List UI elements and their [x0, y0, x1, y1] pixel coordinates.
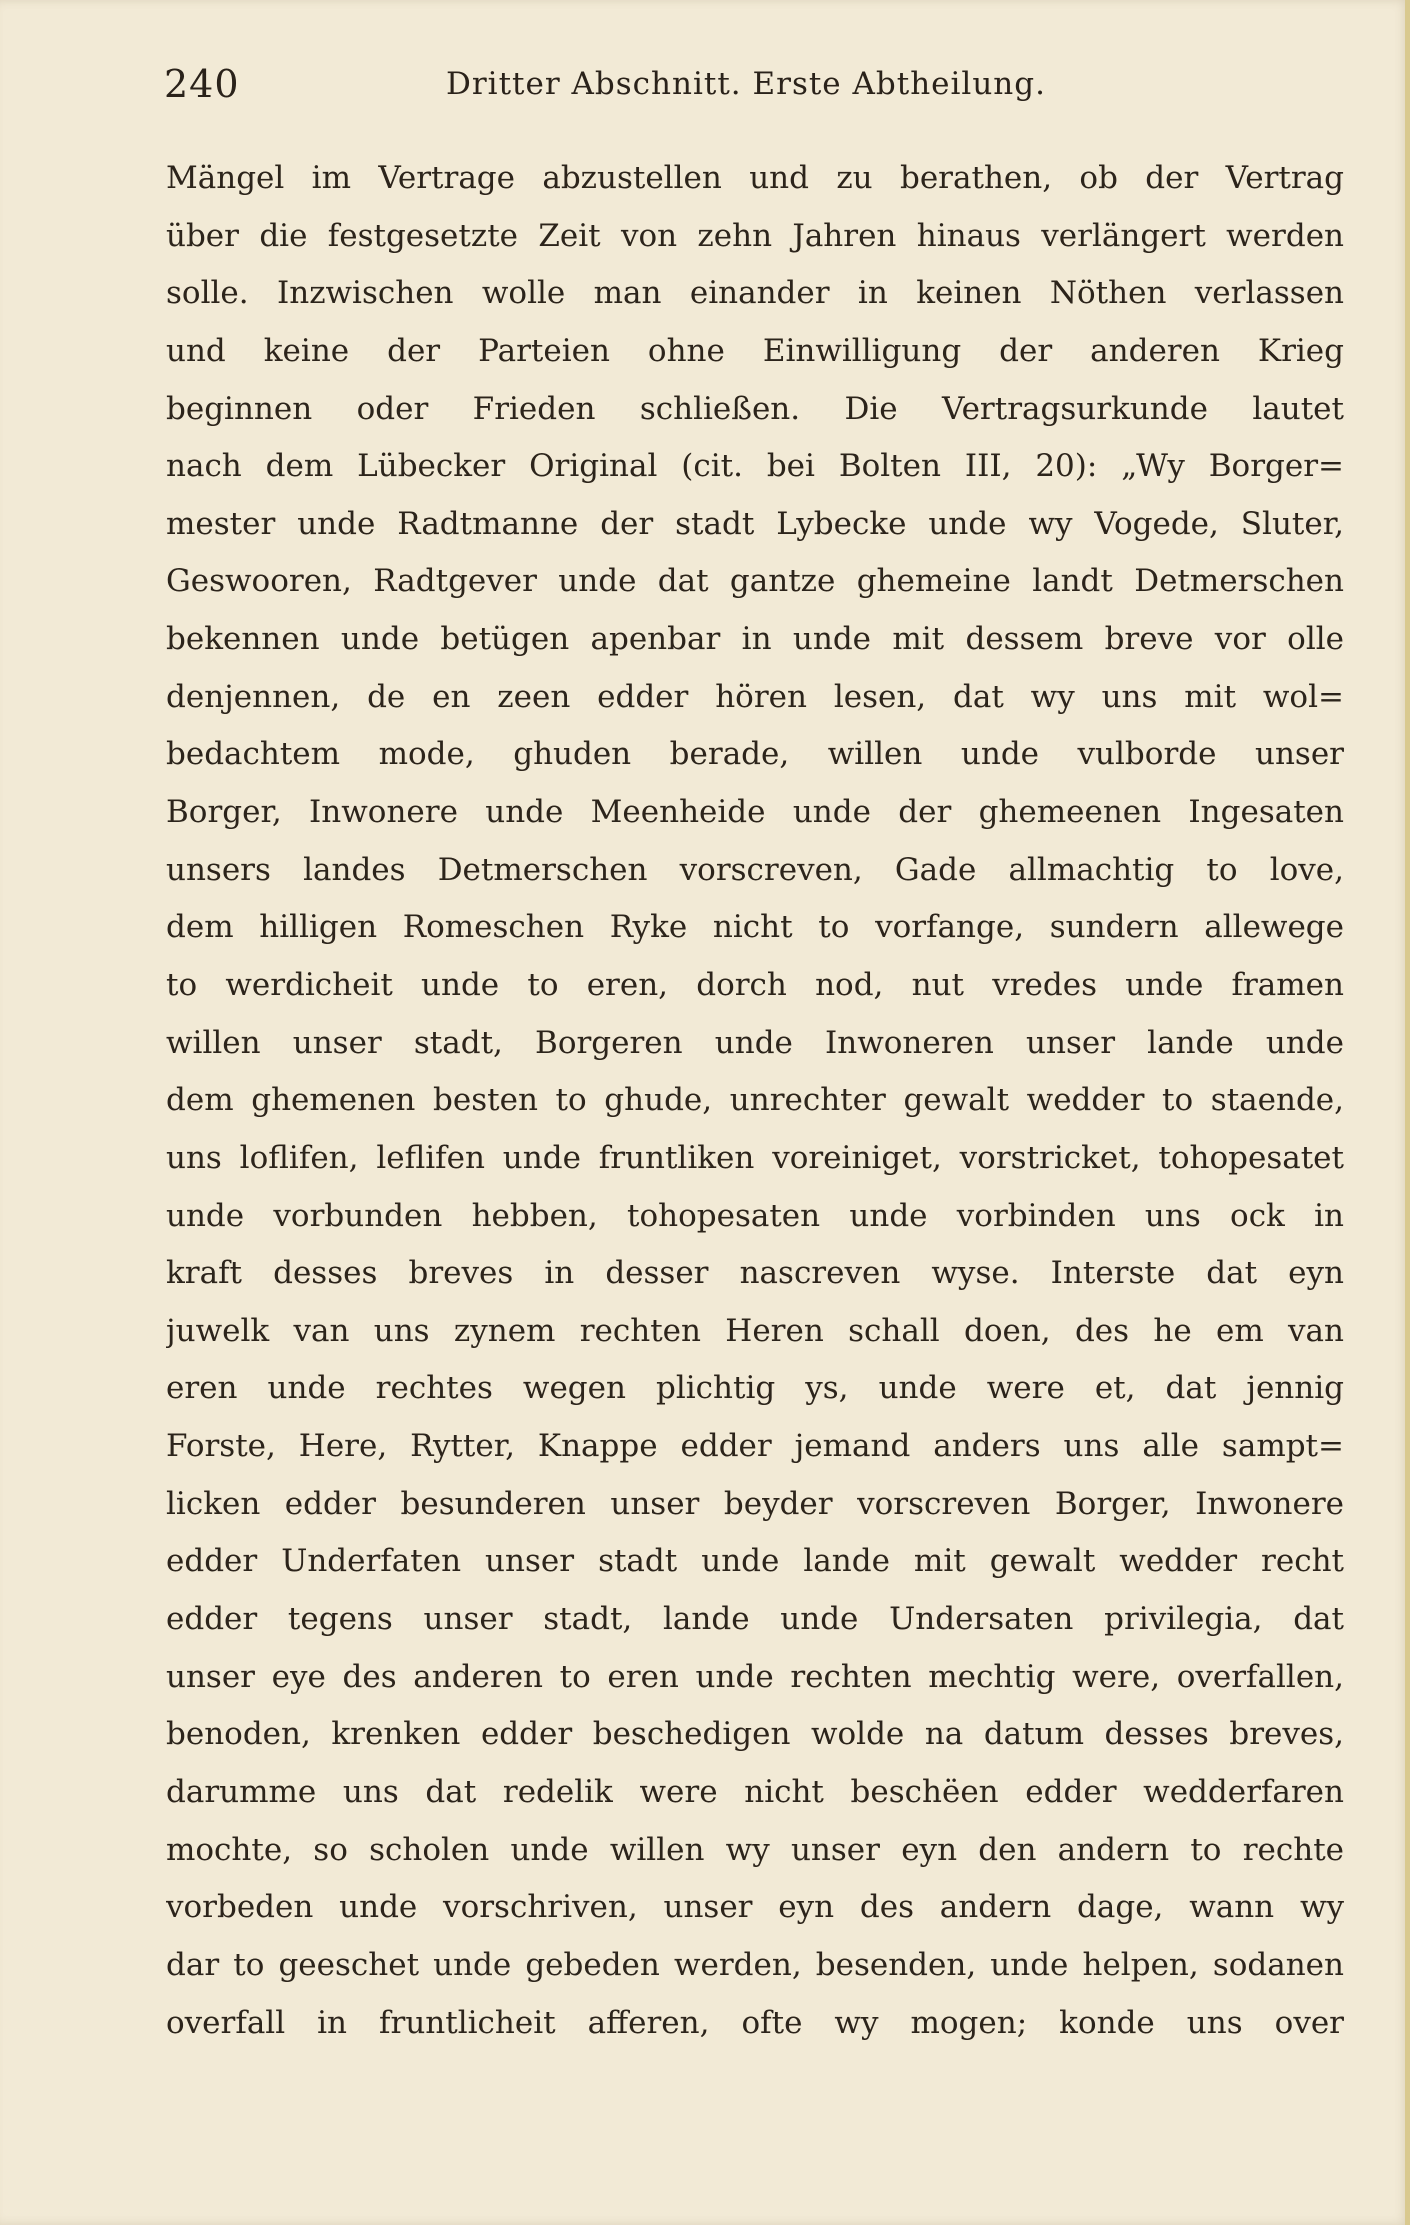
text-line: unde vorbunden hebben, tohopesaten unde vorbinden uns ock in [166, 1197, 1344, 1234]
text-line: licken edder besunderen unser beyder vorscreven Borger, Inwonere [166, 1485, 1344, 1522]
text-line: darumme uns dat redelik were nicht beschëen edder wedderfaren [166, 1773, 1344, 1810]
text-line: juwelk van uns zynem rechten Heren schall doen, des he em van [166, 1312, 1344, 1349]
text-line: solle. Inzwischen wolle man einander in keinen Nöthen verlassen [166, 275, 1344, 312]
text-line: Borger, Inwonere unde Meenheide unde der ghemeenen Ingesaten [166, 794, 1344, 831]
text-line: nach dem Lübecker Original (cit. bei Bolten III, 20): „Wy Borger= [166, 448, 1344, 485]
text-line: bedachtem mode, ghuden berade, willen unde vulborde unser [166, 736, 1344, 773]
text-line: unser eye des anderen to eren unde rechten mechtig were, overfallen, [166, 1658, 1344, 1695]
page-number: 240 [164, 62, 240, 106]
text-line: mochte, so scholen unde willen wy unser eyn den andern to rechte [166, 1831, 1344, 1868]
text-line: bekennen unde betügen apenbar in unde mit dessem breve vor olle [166, 621, 1344, 658]
text-line: über die festgesetzte Zeit von zehn Jahren hinaus verlängert werden [166, 217, 1344, 254]
text-line: willen unser stadt, Borgeren unde Inwoneren unser lande unde [166, 1024, 1344, 1061]
page-edge [1405, 0, 1410, 2225]
text-line: overfall in fruntlicheit afferen, ofte wy mogen; konde uns over [166, 2004, 1344, 2041]
text-line: mester unde Radtmanne der stadt Lybecke unde wy Vogede, Sluter, [166, 505, 1344, 542]
text-line: benoden, krenken edder beschedigen wolde na datum desses breves, [166, 1716, 1344, 1753]
body-text [166, 150, 1344, 2052]
text-line: unsers landes Detmerschen vorscreven, Gade allmachtig to love, [166, 851, 1344, 888]
text-line: eren unde rechtes wegen plichtig ys, unde were et, dat jennig [166, 1370, 1344, 1407]
text-line: uns loflifen, leflifen unde fruntliken voreiniget, vorstricket, tohopesatet [166, 1139, 1344, 1176]
text-line: beginnen oder Frieden schließen. Die Vertragsurkunde lautet [166, 390, 1344, 427]
text-line: Geswooren, Radtgever unde dat gantze ghemeine landt Detmerschen [166, 563, 1344, 600]
page-header [164, 62, 1344, 112]
text-line: denjennen, de en zeen edder hören lesen, dat wy uns mit wol= [166, 678, 1344, 715]
text-line: dar to geeschet unde gebeden werden, besenden, unde helpen, sodanen [166, 1946, 1344, 1983]
text-line: und keine der Parteien ohne Einwilligung der anderen Krieg [166, 332, 1344, 369]
text-line: dem ghemenen besten to ghude, unrechter gewalt wedder to staende, [166, 1082, 1344, 1119]
text-line: Forste, Here, Rytter, Knappe edder jemand anders uns alle sampt= [166, 1428, 1344, 1465]
text-line: Mängel im Vertrage abzustellen und zu berathen, ob der Vertrag [166, 160, 1344, 196]
running-title: Dritter Abschnitt. Erste Abtheilung. [446, 66, 1046, 102]
text-line: edder tegens unser stadt, lande unde Undersaten privilegia, dat [166, 1601, 1344, 1638]
text-line: kraft desses breves in desser nascreven wyse. Interste dat eyn [166, 1255, 1344, 1292]
text-line: vorbeden unde vorschriven, unser eyn des andern dage, wann wy [166, 1889, 1344, 1926]
text-line: dem hilligen Romeschen Ryke nicht to vorfange, sundern allewege [166, 909, 1344, 946]
text-line: edder Underfaten unser stadt unde lande mit gewalt wedder recht [166, 1543, 1344, 1580]
text-line: to werdicheit unde to eren, dorch nod, nut vredes unde framen [166, 966, 1344, 1003]
